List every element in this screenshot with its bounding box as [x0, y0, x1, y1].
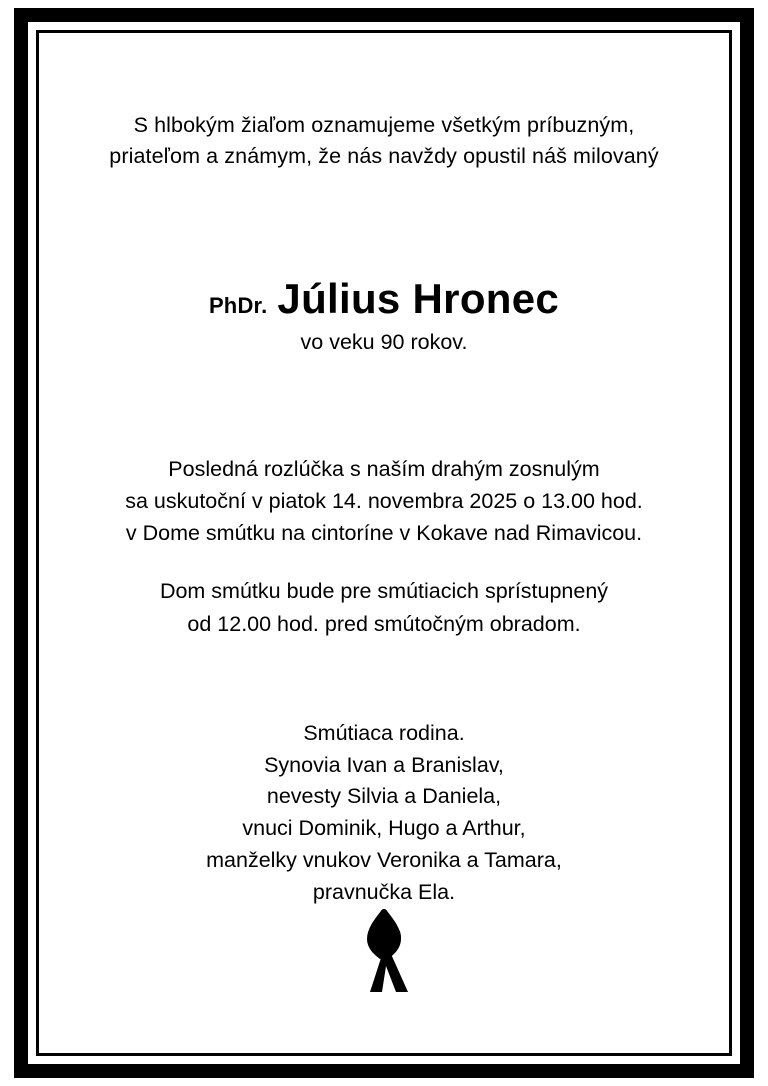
intro-line-1: S hlbokým žiaľom oznamujeme všetkým príbuzným,	[133, 113, 635, 137]
ceremony-line-3: v Dome smútku na cintoríne v Kokave nad Rimavicou.	[125, 521, 643, 546]
mourning-ribbon-icon	[352, 908, 416, 994]
ceremony-line-2: sa uskutoční v piatok 14. novembra 2025 o 13.00 hod.	[125, 488, 643, 513]
deceased-name: Július Hronec	[277, 275, 560, 323]
access-line-1: Dom smútku bude pre smútiacich sprístupnený	[159, 579, 609, 604]
ceremony-details	[76, 453, 692, 550]
family-line-2: Synovia Ivan a Branislav,	[264, 752, 504, 777]
academic-title: PhDr.	[208, 293, 268, 319]
deceased-name-line	[76, 276, 692, 322]
deceased-age: vo veku 90 rokov.	[300, 329, 468, 354]
notice-content	[46, 40, 722, 1046]
access-line-2: od 12.00 hod. pred smútočným obradom.	[187, 611, 581, 636]
family-line-1: Smútiaca rodina.	[303, 720, 465, 745]
intro-line-2: priateľom a známym, že nás navždy opustil náš milovaný	[109, 144, 659, 169]
family-list	[76, 718, 692, 909]
family-line-6: pravnučka Ela.	[312, 879, 456, 904]
family-line-3: nevesty Silvia a Daniela,	[266, 784, 502, 809]
access-details	[76, 575, 692, 640]
ceremony-line-1: Posledná rozlúčka s naším drahým zosnulým	[168, 456, 600, 481]
family-line-5: manželky vnukov Veronika a Tamara,	[206, 848, 562, 873]
deceased-block	[76, 276, 692, 354]
intro-text	[76, 110, 692, 172]
ribbon-container	[46, 908, 722, 994]
family-line-4: vnuci Dominik, Hugo a Arthur,	[242, 816, 526, 841]
